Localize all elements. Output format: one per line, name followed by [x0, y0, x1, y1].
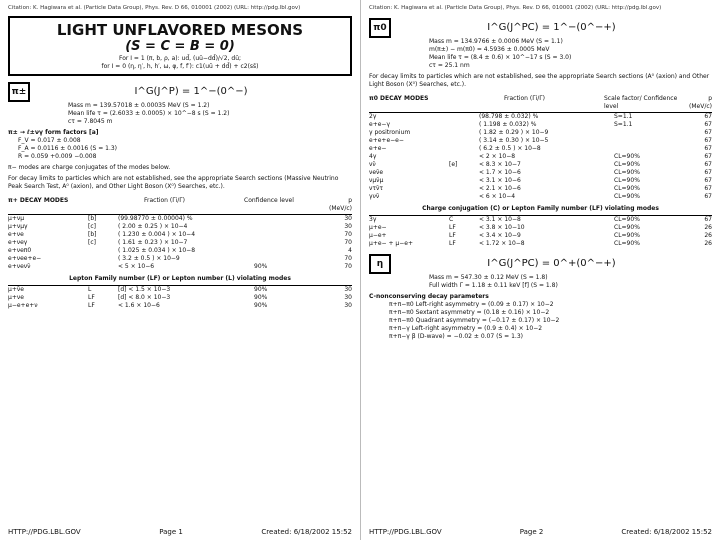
- particle-header: [8, 82, 352, 102]
- mode: μ−e+: [369, 232, 387, 239]
- decay-mode-row: [369, 177, 712, 185]
- mode: 2γ: [369, 113, 377, 120]
- cnc-row: π+π−γ β (D-wave) = −0.02 ± 0.07 (S = 1.3): [389, 333, 523, 340]
- col-p: p (MeV/c): [689, 95, 712, 110]
- fraction: < 8.3 × 10−7: [479, 161, 521, 168]
- footer-created: Created: 6/18/2002 15:52: [261, 528, 352, 536]
- property: Mean life τ = (2.6033 ± 0.0005) × 10^−8 s (S = 1.2): [68, 110, 230, 117]
- page-title: LIGHT UNFLAVORED MESONS: [56, 21, 304, 39]
- note-ref: [88, 247, 118, 255]
- lf-modes-table: [8, 286, 352, 310]
- note-ref: [449, 137, 479, 145]
- property: Mass m = 134.9766 ± 0.0006 MeV (S = 1.1): [429, 38, 563, 45]
- cnc-row: π+π−γ Left-right asymmetry = (0.9 ± 0.4) × 10−2: [389, 325, 543, 332]
- confidence: CL=90%: [614, 232, 640, 239]
- fraction: ( 2.00 ± 0.25 ) × 10−4: [118, 223, 188, 230]
- mode: 3γ: [369, 216, 377, 223]
- note-ref: [e]: [449, 161, 458, 168]
- decay-mode-row: [8, 215, 352, 223]
- decay-mode-row: [369, 216, 712, 224]
- confidence: 90%: [254, 263, 268, 270]
- col-confidence: Scale factor/ Confidence level: [604, 95, 678, 110]
- note-ref: LF: [449, 240, 456, 247]
- title-box: [8, 16, 352, 76]
- mode: 4γ: [369, 153, 377, 160]
- fraction: (99.98770 ± 0.00004) %: [118, 215, 193, 222]
- col-fraction: Fraction (Γi/Γ): [144, 197, 185, 204]
- momentum: 67: [704, 137, 712, 144]
- decay-mode-row: [8, 286, 352, 294]
- property: Mass m = 547.30 ± 0.12 MeV (S = 1.8): [429, 274, 548, 281]
- confidence: [614, 137, 684, 145]
- properties: [369, 274, 712, 290]
- note-ref: [449, 185, 479, 193]
- citation: Citation: K. Hagiwara et al. (Particle Data Group), Phys. Rev. D 66, 010001 (2002) (URL: http://pdg.lbl.gov): [8, 5, 301, 11]
- confidence: CL=90%: [614, 153, 640, 160]
- confidence: CL=90%: [614, 169, 640, 176]
- note-ref: C: [449, 216, 454, 223]
- quantum-numbers: I^G(J^P) = 1^−(0^−): [134, 86, 248, 97]
- momentum: 30: [344, 286, 352, 293]
- momentum: 30: [344, 223, 352, 230]
- decay-modes-header: [369, 95, 712, 113]
- mode: e+e−γ: [369, 121, 390, 128]
- decay-modes-header: [8, 197, 352, 215]
- col-mode: π+ DECAY MODES: [8, 197, 69, 204]
- confidence: CL=90%: [614, 216, 640, 223]
- mode: e+νe: [8, 231, 24, 238]
- confidence: [254, 215, 324, 223]
- decay-mode-row: [369, 129, 712, 137]
- note-ref: [449, 129, 479, 137]
- confidence: [254, 231, 324, 239]
- cv-modes-table: [369, 216, 712, 248]
- cnc-row: π+π−π0 Left-right asymmetry = (0.09 ± 0.17) × 10−2: [389, 301, 554, 308]
- fraction: ( 1.61 ± 0.23 ) × 10−7: [118, 239, 188, 246]
- cv-section-title: Charge conjugation (C) or Lepton Family number (LF) violating modes: [422, 205, 659, 212]
- mode: μ−e+e+ν: [8, 302, 38, 309]
- mode: e+νeπ0: [8, 247, 32, 254]
- note-ref: [88, 255, 118, 263]
- note-conjugates: π− modes are charge conjugates of the modes below.: [8, 164, 171, 171]
- confidence: 90%: [254, 286, 268, 293]
- fraction: [d] < 8.0 × 10−3: [118, 294, 171, 301]
- confidence: CL=90%: [614, 185, 640, 192]
- decay-mode-row: [369, 145, 712, 153]
- fraction: ( 6.2 ± 0.5 ) × 10−8: [479, 145, 541, 152]
- note-ref: [449, 193, 479, 201]
- cnc-row: π+π−π0 Sextant asymmetry = (0.18 ± 0.16) × 10−2: [389, 309, 550, 316]
- mode: μ+e−: [369, 224, 387, 231]
- fraction: < 1.6 × 10−6: [118, 302, 160, 309]
- quantum-numbers: I^G(J^PC) = 0^+(0^−+): [487, 258, 616, 269]
- confidence: 90%: [254, 294, 268, 301]
- decay-mode-row: [369, 113, 712, 121]
- mode: μ+νμγ: [8, 223, 28, 230]
- mode: μ+ν̄e: [8, 286, 24, 293]
- mode: e+νee+e−: [8, 255, 42, 262]
- properties: [8, 102, 352, 126]
- mode: μ+νe: [8, 294, 24, 301]
- note-ref: [449, 113, 479, 121]
- footer-page: Page 2: [519, 528, 544, 536]
- fraction: ( 1.198 ± 0.032) %: [479, 121, 537, 128]
- citation: Citation: K. Hagiwara et al. (Particle Data Group), Phys. Rev. D 66, 010001 (2002) (URL: http://pdg.lbl.gov): [369, 5, 662, 11]
- decay-mode-row: [369, 169, 712, 177]
- decay-mode-row: [369, 137, 712, 145]
- momentum: 67: [704, 161, 712, 168]
- decay-mode-row: [8, 223, 352, 231]
- particle-header: [369, 254, 712, 274]
- property: Mass m = 139.57018 ± 0.00035 MeV (S = 1.2): [68, 102, 210, 109]
- note-ref: [88, 263, 118, 271]
- page-subtitle: (S = C = B = 0): [125, 39, 235, 54]
- momentum: 26: [704, 240, 712, 247]
- fraction: < 6 × 10−4: [479, 193, 516, 200]
- momentum: 67: [704, 153, 712, 160]
- momentum: 67: [704, 216, 712, 223]
- confidence: 90%: [254, 302, 268, 309]
- page-2: [360, 0, 720, 540]
- fraction: ( 3.2 ± 0.5 ) × 10−9: [118, 255, 180, 262]
- momentum: 26: [704, 224, 712, 231]
- particle-header: [369, 18, 712, 38]
- fraction: (98.798 ± 0.032) %: [479, 113, 539, 120]
- mode: e+e−: [369, 145, 387, 152]
- property: cτ = 25.1 nm: [429, 62, 470, 69]
- decay-mode-row: [8, 231, 352, 239]
- momentum: 67: [704, 121, 712, 128]
- momentum: 70: [344, 263, 352, 270]
- particle-box: η: [369, 254, 391, 274]
- fraction: < 1.7 × 10−6: [479, 169, 521, 176]
- note-ref: [449, 177, 479, 185]
- col-mode: π0 DECAY MODES: [369, 95, 429, 102]
- mode: νeν̄e: [369, 169, 384, 176]
- confidence: [254, 247, 324, 255]
- note-ref: LF: [449, 224, 456, 231]
- momentum: 67: [704, 129, 712, 136]
- footer-url: HTTP://PDG.LBL.GOV: [369, 528, 442, 536]
- property: m(π±) − m(π0) = 4.5936 ± 0.0005 MeV: [429, 46, 550, 53]
- momentum: 30: [344, 302, 352, 309]
- note-ref: [449, 145, 479, 153]
- note-ref: [c]: [88, 223, 96, 230]
- decay-mode-row: [369, 161, 712, 169]
- fraction: < 3.1 × 10−6: [479, 177, 521, 184]
- momentum: 67: [704, 185, 712, 192]
- mode: e+νeγ: [8, 239, 28, 246]
- decay-mode-row: [369, 232, 712, 240]
- mode: e+νeνν̄: [8, 263, 31, 270]
- decay-mode-row: [8, 263, 352, 271]
- mode: νν̄: [369, 161, 376, 168]
- decay-mode-row: [369, 185, 712, 193]
- confidence: [254, 239, 324, 247]
- note-ref: LF: [449, 232, 456, 239]
- confidence: S=1.1: [614, 113, 633, 120]
- form-factors: [8, 129, 352, 161]
- momentum: 67: [704, 193, 712, 200]
- decay-mode-row: [369, 193, 712, 201]
- property: Full width Γ = 1.18 ± 0.11 keV [f] (S = 1.8): [429, 282, 558, 289]
- particle-box: π0: [369, 18, 391, 38]
- form-factor-title: π± → ℓ±νγ form factors [a]: [8, 129, 99, 136]
- confidence: CL=90%: [614, 177, 640, 184]
- property: Mean life τ = (8.4 ± 0.6) × 10^−17 s (S = 3.0): [429, 54, 572, 61]
- fraction: < 2 × 10−8: [479, 153, 516, 160]
- fraction: < 2.1 × 10−6: [479, 185, 521, 192]
- note-decay-limits: For decay limits to particles which are not established, see the appropriate Search sections (A⁰ (axion) and Other Light Boson (X⁰) Searches, etc.).: [369, 73, 710, 88]
- momentum: 67: [704, 169, 712, 176]
- footer-created: Created: 6/18/2002 15:52: [621, 528, 712, 536]
- confidence: [254, 223, 324, 231]
- mode: μ+νμ: [8, 215, 25, 222]
- footer: [369, 528, 712, 536]
- particle-box: π±: [8, 82, 30, 102]
- c-nonconserving: [369, 293, 712, 341]
- momentum: 70: [344, 231, 352, 238]
- fraction: ( 1.025 ± 0.034 ) × 10−8: [118, 247, 196, 254]
- momentum: 70: [344, 255, 352, 262]
- fraction: < 5 × 10−6: [118, 263, 155, 270]
- fraction: < 3.1 × 10−8: [479, 216, 521, 223]
- fraction: < 3.4 × 10−9: [479, 232, 521, 239]
- quantum-numbers: I^G(J^PC) = 1^−(0^−+): [487, 22, 616, 33]
- cnc-row: π+π−π0 Quadrant asymmetry = (−0.17 ± 0.17) × 10−2: [389, 317, 560, 324]
- decay-mode-row: [369, 224, 712, 232]
- property: cτ = 7.8045 m: [68, 118, 113, 125]
- fraction: < 1.72 × 10−8: [479, 240, 525, 247]
- mode: ντν̄τ: [369, 185, 383, 192]
- fraction: [d] < 1.5 × 10−3: [118, 286, 171, 293]
- cnc-title: C-nonconserving decay parameters: [369, 293, 489, 300]
- footer-url: HTTP://PDG.LBL.GOV: [8, 528, 81, 536]
- momentum: 30: [344, 215, 352, 222]
- confidence: CL=90%: [614, 161, 640, 168]
- momentum: 67: [704, 145, 712, 152]
- confidence: [614, 145, 684, 153]
- mode: μ+e− + μ−e+: [369, 240, 413, 247]
- note-ref: LF: [88, 294, 95, 301]
- fraction: ( 1.82 ± 0.29 ) × 10−9: [479, 129, 549, 136]
- mode: γ positronium: [369, 129, 411, 136]
- lf-section-title: Lepton Family number (LF) or Lepton number (L) violating modes: [69, 275, 291, 282]
- confidence: [614, 129, 684, 137]
- fraction: < 3.8 × 10−10: [479, 224, 525, 231]
- confidence: CL=90%: [614, 224, 640, 231]
- form-factor-row: F_V = 0.017 ± 0.008: [18, 137, 81, 144]
- decay-mode-row: [8, 294, 352, 302]
- mode: γνν̄: [369, 193, 380, 200]
- decay-mode-row: [8, 239, 352, 247]
- momentum: 70: [344, 239, 352, 246]
- decay-mode-row: [8, 255, 352, 263]
- note-ref: [b]: [88, 215, 97, 222]
- fraction: ( 3.14 ± 0.30 ) × 10−5: [479, 137, 549, 144]
- note-ref: LF: [88, 302, 95, 309]
- col-p: p (MeV/c): [329, 197, 352, 212]
- momentum: 67: [704, 113, 712, 120]
- form-factor-row: R = 0.059 +0.009 −0.008: [18, 153, 97, 160]
- momentum: 26: [704, 232, 712, 239]
- mode: νμν̄μ: [369, 177, 384, 184]
- decay-mode-row: [369, 240, 712, 248]
- note-ref: [b]: [88, 231, 97, 238]
- confidence: CL=90%: [614, 193, 640, 200]
- decay-mode-row: [369, 121, 712, 129]
- col-fraction: Fraction (Γi/Γ): [504, 95, 545, 102]
- footer: [8, 528, 352, 536]
- decay-mode-row: [369, 153, 712, 161]
- footer-page: Page 1: [159, 528, 183, 536]
- decay-mode-row: [8, 247, 352, 255]
- fraction: ( 1.230 ± 0.004 ) × 10−4: [118, 231, 196, 238]
- note-ref: [c]: [88, 239, 96, 246]
- decay-modes-table: [369, 113, 712, 201]
- confidence: CL=90%: [614, 240, 640, 247]
- note-decay-limits: For decay limits to particles which are not established, see the appropriate Search sections (Massive Neutrino Peak Search Test, A⁰ (axion), and Other Light Boson (X⁰) Searches, etc.).: [8, 175, 339, 190]
- momentum: 67: [704, 177, 712, 184]
- note-ref: [449, 169, 479, 177]
- mode: e+e+e−e−: [369, 137, 404, 144]
- decay-mode-row: [8, 302, 352, 310]
- note-ref: L: [88, 286, 92, 293]
- quark-content-2: for I = 0 (η, η′, h, h′, ω, φ, f, f′): c1(uū + dd̄) + c2(ss̄): [101, 63, 259, 70]
- confidence: [254, 255, 324, 263]
- momentum: 30: [344, 294, 352, 301]
- confidence: S=1.1: [614, 121, 633, 128]
- quark-content-1: For I = 1 (π, b, ρ, a): ud̄, (uū−dd̄)/√2, dū;: [118, 55, 242, 62]
- properties: [369, 38, 712, 70]
- note-ref: [449, 121, 479, 129]
- momentum: 4: [348, 247, 352, 254]
- note-ref: [449, 153, 479, 161]
- decay-modes-table: [8, 215, 352, 271]
- col-confidence: Confidence level: [244, 197, 294, 204]
- form-factor-row: F_A = 0.0116 ± 0.0016 (S = 1.3): [18, 145, 118, 152]
